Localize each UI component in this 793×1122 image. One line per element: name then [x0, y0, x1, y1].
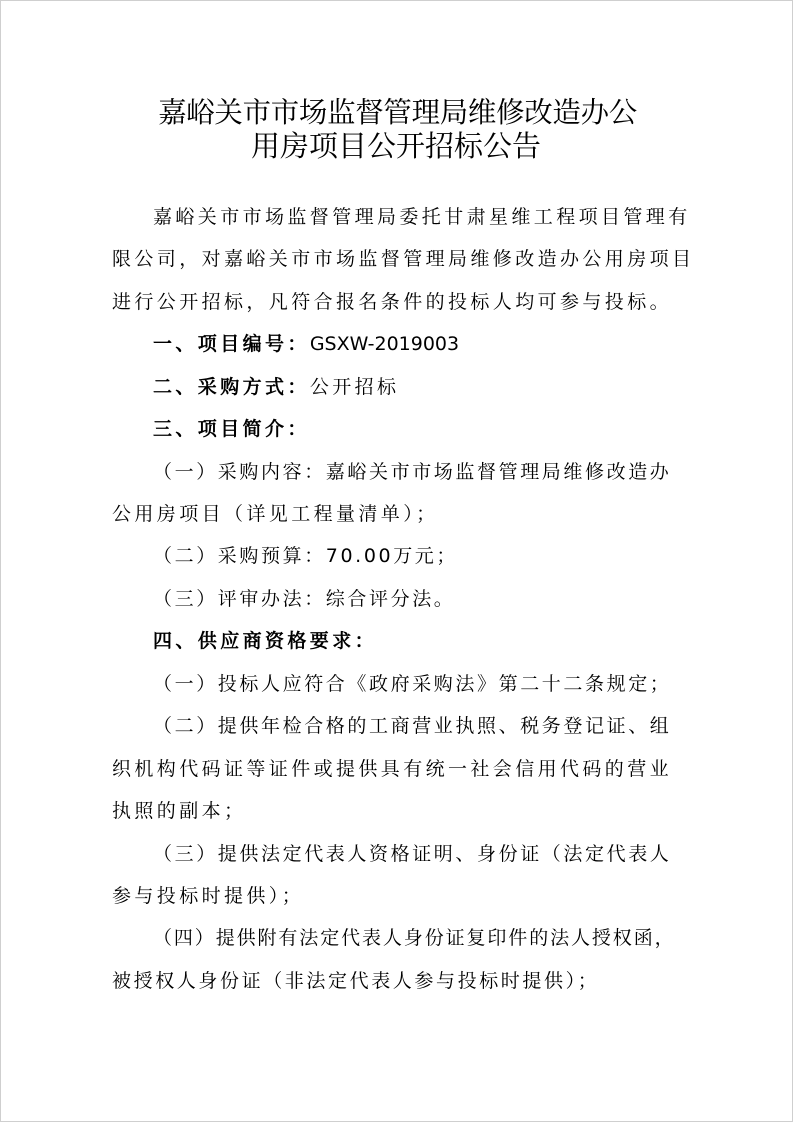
- section-3-heading: 三、项目简介：: [153, 418, 310, 440]
- project-number: GSXW-2019003: [309, 333, 460, 355]
- section-4-item-2-line-1: （二）提供年检合格的工商营业执照、税务登记证、组: [153, 715, 672, 737]
- section-1: [153, 331, 459, 357]
- section-1-heading: 一、项目编号：: [153, 333, 310, 355]
- intro-line-1: 嘉峪关市市场监督管理局委托甘肃星维工程项目管理有: [153, 206, 691, 228]
- section-4-item-2-line-3: 执照的副本；: [112, 800, 247, 822]
- intro-line-2: 限公司，对嘉峪关市市场监督管理局维修改造办公用房项目: [112, 248, 695, 270]
- section-3-item-2: （二）采购预算：70.00万元；: [153, 545, 458, 567]
- section-2-heading: 二、采购方式：: [153, 376, 310, 398]
- title-line-2: 用房项目公开招标公告: [251, 129, 542, 163]
- title-line-1: 嘉峪关市市场监督管理局维修改造办公: [158, 96, 637, 129]
- section-3-item-1-line-2: 公用房项目（详见工程量清单）；: [112, 503, 439, 525]
- section-4-heading: 四、供应商资格要求：: [153, 630, 378, 652]
- procurement-method: 公开招标: [309, 376, 400, 398]
- section-3-item-1-line-1: （一）采购内容：嘉峪关市市场监督管理局维修改造办: [153, 461, 672, 483]
- section-2: [153, 374, 399, 400]
- section-4-item-3-line-1: （三）提供法定代表人资格证明、身份证（法定代表人: [153, 843, 672, 865]
- section-4-item-1: （一）投标人应符合《政府采购法》第二十二条规定；: [153, 673, 672, 695]
- section-4-item-4-line-1: （四）提供附有法定代表人身份证复印件的法人授权函，: [153, 927, 676, 949]
- section-3-item-3: （三）评审办法：综合评分法。: [153, 588, 456, 610]
- section-4-item-4-line-2: 被授权人身份证（非法定代表人参与投标时提供）；: [112, 970, 600, 992]
- intro-line-3: 进行公开招标，凡符合报名条件的投标人均可参与投标。: [112, 291, 673, 313]
- section-4-item-2-line-2: 织机构代码证等证件或提供具有统一社会信用代码的营业: [112, 758, 673, 780]
- section-4-item-3-line-2: 参与投标时提供）；: [112, 885, 305, 907]
